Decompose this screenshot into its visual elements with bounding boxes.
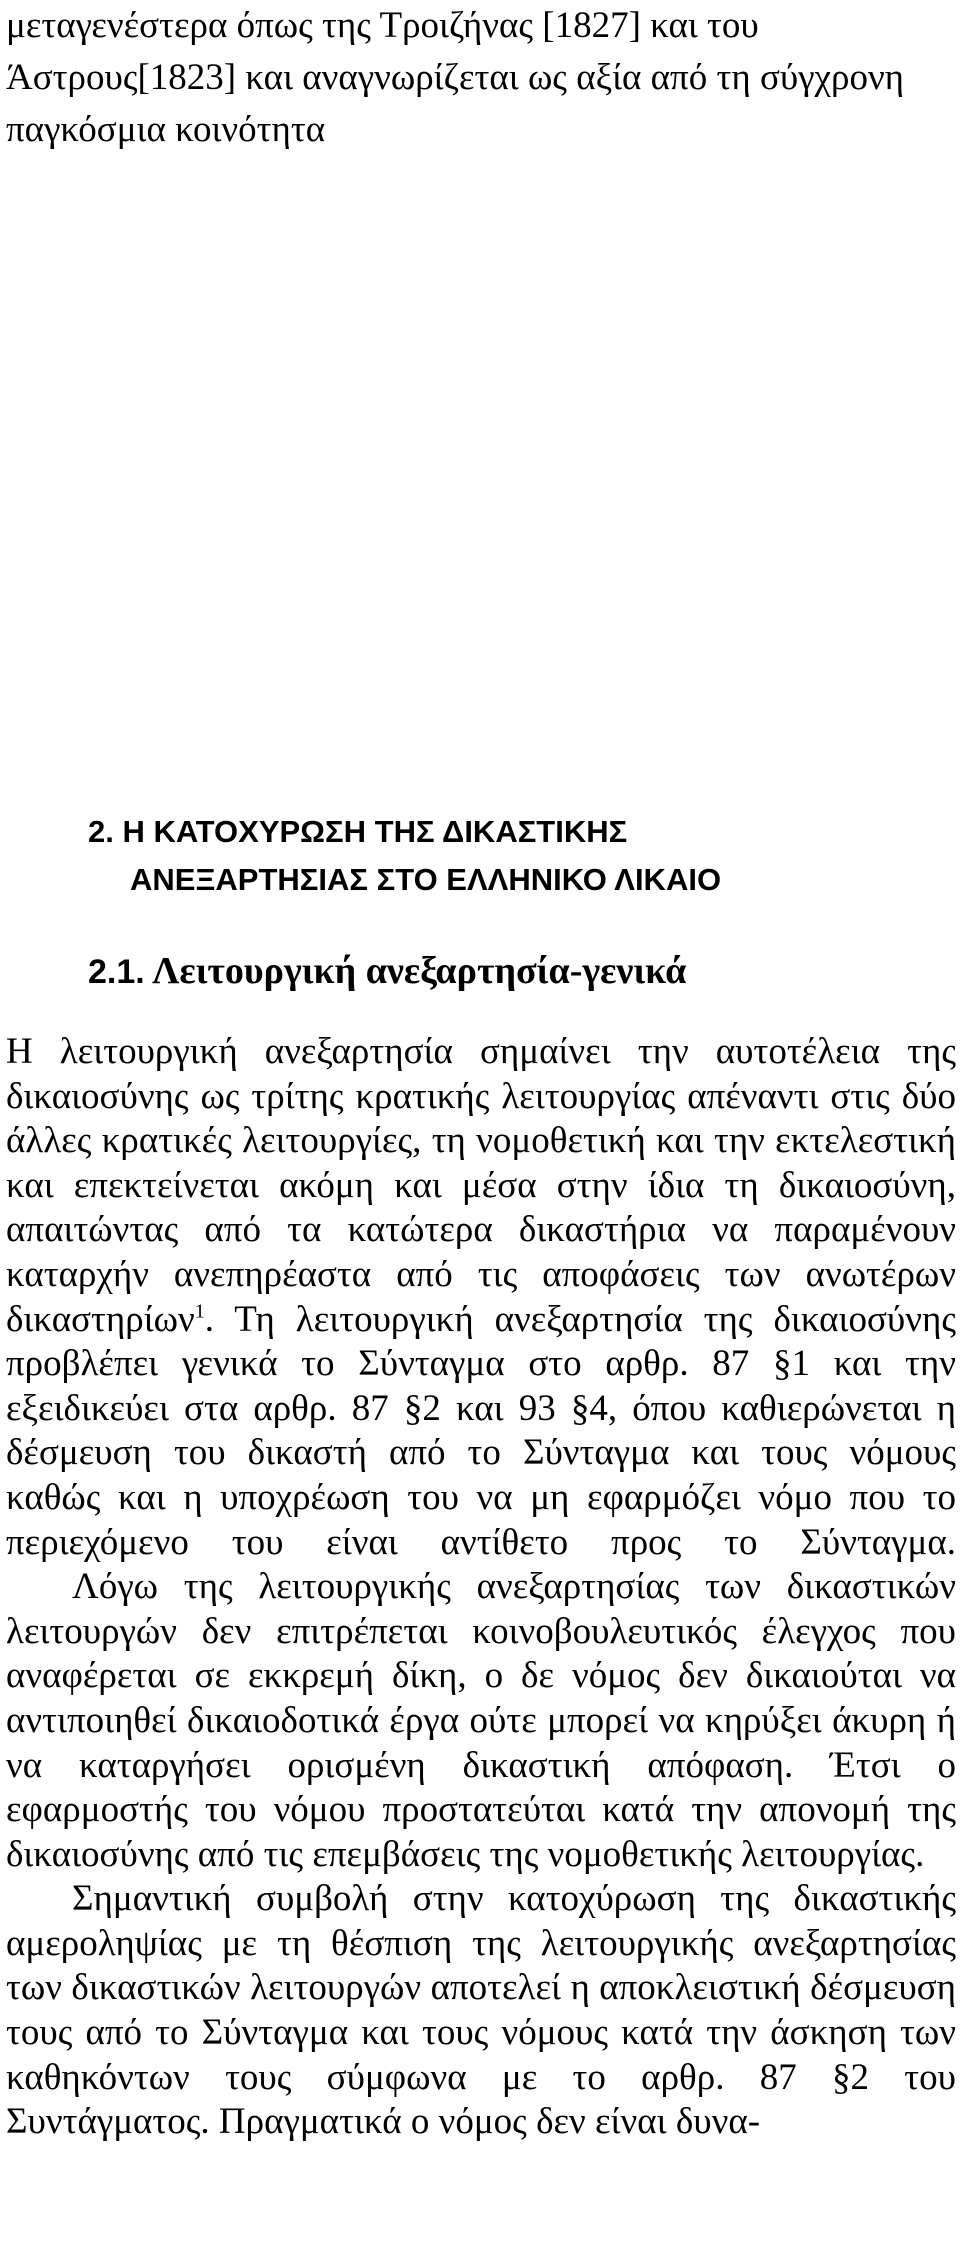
intro-text: μεταγενέστερα όπως της Τροιζήνας [1827] και του Άστρους[1823] και αναγνωρίζεται ως αξία από τη σύγχρονη παγκόσμια κοινότητα [6,5,905,150]
subsection-number: 2.1. [88,953,145,991]
paragraph-1 [6,1030,956,1565]
subsection-title: Λειτουργική ανεξαρτησία-γενικά [152,950,687,992]
subsection-heading [88,945,948,998]
section-heading-line2: ΑΝΕΞΑΡΤΗΣΙΑΣ ΣΤΟ ΕΛΛΗΝΙΚΟ ΛΙΚΑΙΟ [130,862,722,897]
footnote-marker[interactable]: 1 [194,1300,205,1323]
paragraph-2: Λόγω της λειτουργικής ανεξαρτησίας των δικαστικών λειτουργών δεν επιτρέπεται κοινοβουλευτικός έλεγχος που αναφέρεται σε εκκρεμή δίκη, ο δε νόμος δεν δικαιούται να αντιποιηθεί δικαιοδοτικά έργα ούτε μπορεί να κηρύξει άκυρη ή να καταργήσει ορισμένη δικαστική απόφαση. Έτσι ο εφαρμοστής του νόμου προστατεύται κατά την απονομή της δικαιοσύνης από τις επεμβάσεις της νομοθετικής λειτουργίας. [6,1566,956,1875]
paragraph-3: Σημαντική συμβολή στην κατοχύρωση της δικαστικής αμεροληψίας με τη θέσπιση της λειτουργικής ανεξαρτησίας των δικαστικών λειτουργών αποτελεί η αποκλειστική δέσμευση τους από το Σύνταγμα και τους νόμους κατά την άσκηση των καθηκόντων τους σύμφωνα με το αρθρ. 87 §2 του Συντάγματος. Πραγματικά ο νόμος δεν είναι δυνα- [6,1878,956,2143]
paragraph-1-part-1: Η λειτουργική ανεξαρτησία σημαίνει την αυτοτέλεια της δικαιοσύνης ως τρίτης κρατικής λειτουργίας απέναντι στις δύο άλλες κρατικές λειτουργίες, τη νομοθετική και την εκτελεστική και επεκτείνεται ακόμη και μέσα στην ίδια τη δικαιοσύνη, απαιτώντας από τα κατώτερα δικαστήρια να παραμένουν καταρχήν ανεπηρέαστα από τις αποφάσεις των ανωτέρων δικαστηρίων [6,1031,956,1340]
section-heading [88,808,908,904]
section-heading-line1: 2. Η ΚΑΤΟΧΥΡΩΣΗ ΤΗΣ ΔΙΚΑΣΤΙΚΗΣ [88,814,628,849]
body-text [6,1030,956,2145]
paragraph-1-part-2: . Τη λειτουργική ανεξαρτησία της δικαιοσύνης προβλέπει γενικά το Σύνταγμα στο αρθρ. 87 §1 και την εξειδικεύει στα αρθρ. 87 §2 και 93 §4, όπου καθιερώνεται η δέσμευση του δικαστή από το Σύνταγμα και τους νόμους καθώς και η υποχρέωση του να μη εφαρμόζει νόμο που το περιεχόμενο του είναι αντίθετο προς το Σύνταγμα. [6,1298,956,1563]
